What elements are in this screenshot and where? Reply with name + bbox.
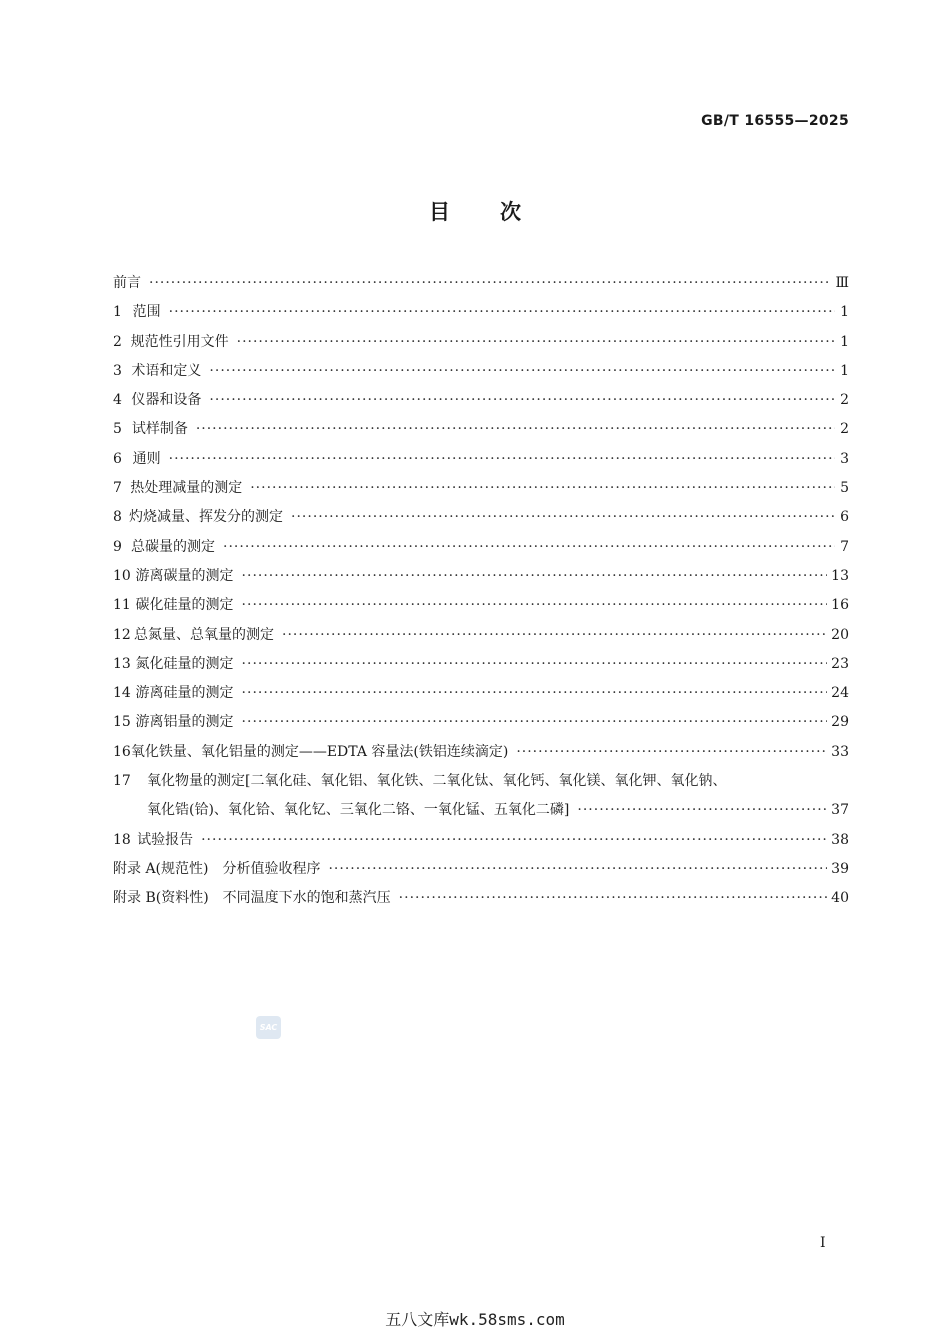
toc-entry-4[interactable] <box>113 386 849 415</box>
sac-watermark-icon: SAC <box>256 1016 281 1039</box>
toc-leader-dots <box>149 269 831 298</box>
toc-entry-title: 灼烧减量、挥发分的测定 <box>129 509 284 526</box>
toc-entry-number: 11 <box>113 597 131 614</box>
toc-entry-number: 2 <box>113 333 122 350</box>
toc-entry-title: 附录 B(资料性) 不同温度下水的饱和蒸汽压 <box>113 890 391 907</box>
toc-entry-title: 术语和定义 <box>131 362 202 379</box>
toc-entry-1[interactable] <box>113 298 849 327</box>
toc-leader-dots <box>201 826 827 855</box>
toc-leader-dots <box>196 415 835 444</box>
toc-entry-page: 6 <box>840 509 849 526</box>
toc-entry-page: 13 <box>831 567 849 584</box>
toc-entry-9[interactable] <box>113 533 849 562</box>
toc-entry-3[interactable] <box>113 357 849 386</box>
standard-code: GB/T 16555—2025 <box>701 113 849 129</box>
toc-entry-page: 1 <box>840 304 849 321</box>
toc-entry-number: 13 <box>113 655 131 672</box>
toc-entry-11[interactable] <box>113 591 849 620</box>
toc-entry-page: Ⅲ <box>835 275 849 291</box>
toc-entry-title: 氮化硅量的测定 <box>135 655 234 672</box>
toc-entry-title: 游离铝量的测定 <box>135 714 234 731</box>
toc-leader-dots <box>209 357 835 386</box>
toc-entry-title: 总碳量的测定 <box>131 538 216 555</box>
toc-leader-dots <box>209 386 835 415</box>
toc-entry-title: 热处理减量的测定 <box>130 480 243 497</box>
toc-leader-dots <box>399 884 828 913</box>
title-char-2: 次 <box>500 200 521 224</box>
toc-entry-17[interactable] <box>113 767 849 796</box>
toc-entry-number: 7 <box>113 480 122 497</box>
toc-leader-dots <box>328 855 827 884</box>
toc-entry-number: 3 <box>113 362 122 379</box>
toc-entry-14[interactable] <box>113 679 849 708</box>
toc-leader-dots <box>250 474 835 503</box>
toc-entry-title: 总氮量、总氧量的测定 <box>134 626 274 643</box>
toc-entry-page: 24 <box>831 685 849 702</box>
toc-entry-page: 37 <box>831 802 849 819</box>
toc-entry-title: 试验报告 <box>137 831 194 848</box>
toc-entry-number: 1 <box>113 304 122 321</box>
toc-entry-10[interactable] <box>113 562 849 591</box>
toc-entry-5[interactable] <box>113 415 849 444</box>
toc-entry-page: 39 <box>831 860 849 877</box>
toc-leader-dots <box>516 738 827 767</box>
toc-entry-6[interactable] <box>113 445 849 474</box>
toc-entry-page: 7 <box>840 538 849 555</box>
toc-entry-annex-a[interactable] <box>113 855 849 884</box>
footer-watermark: 五八文库wk.58sms.com <box>385 1310 565 1329</box>
toc-entry-page: 3 <box>840 450 849 467</box>
page-title <box>0 196 950 226</box>
toc-entry-annex-b[interactable] <box>113 884 849 913</box>
toc-entry-page: 20 <box>831 626 849 643</box>
toc-entry-title-continued: 氧化锆(铪)、氧化铪、氧化钇、三氧化二铬、一氧化锰、五氧化二磷] <box>147 802 570 819</box>
toc-entry-number: 8 <box>113 509 122 526</box>
toc-entry-number: 12 <box>113 626 131 643</box>
toc-leader-dots <box>291 503 835 532</box>
toc-entry-page: 23 <box>831 655 849 672</box>
toc-leader-dots <box>237 328 835 357</box>
toc-entry-page: 1 <box>840 333 849 350</box>
toc-entry-number: 6 <box>113 450 122 467</box>
toc-entry-page: 38 <box>831 831 849 848</box>
toc-leader-dots <box>242 650 828 679</box>
toc-entry-foreword[interactable] <box>113 269 849 298</box>
toc-entry-16[interactable] <box>113 738 849 767</box>
toc-entry-number: 9 <box>113 538 122 555</box>
toc-entry-page: 5 <box>840 480 849 497</box>
toc-entry-page: 29 <box>831 714 849 731</box>
toc-entry-15[interactable] <box>113 708 849 737</box>
toc-entry-title: 游离碳量的测定 <box>135 567 234 584</box>
toc-entry-title: 附录 A(规范性) 分析值验收程序 <box>113 860 321 877</box>
toc-entry-number: 4 <box>113 392 122 409</box>
toc-entry-12[interactable] <box>113 621 849 650</box>
toc-entry-page: 40 <box>831 890 849 907</box>
toc-leader-dots <box>223 533 835 562</box>
toc-entry-title: 氧化铁量、氧化铝量的测定——EDTA 容量法(铁铝连续滴定) <box>130 743 509 760</box>
toc-entry-page: 1 <box>840 362 849 379</box>
toc-entry-number: 10 <box>113 567 131 584</box>
toc-leader-dots <box>169 298 835 327</box>
toc-entry-title: 仪器和设备 <box>131 392 202 409</box>
title-char-1: 目 <box>429 200 450 224</box>
toc-leader-dots <box>242 591 828 620</box>
toc-entry-page: 16 <box>831 597 849 614</box>
toc-entry-number: 5 <box>113 421 122 438</box>
toc-entry-18[interactable] <box>113 826 849 855</box>
toc-leader-dots <box>242 679 828 708</box>
toc-entry-page: 2 <box>840 392 849 409</box>
toc-entry-title: 氧化物量的测定[二氧化硅、氧化铝、氧化铁、二氧化钛、氧化钙、氧化镁、氧化钾、氧化钠、 <box>147 773 727 790</box>
toc-leader-dots <box>242 562 828 591</box>
table-of-contents <box>113 269 849 914</box>
toc-leader-dots <box>242 708 828 737</box>
toc-entry-title: 通则 <box>132 450 161 467</box>
toc-entry-title: 范围 <box>132 304 161 321</box>
toc-leader-dots <box>169 445 835 474</box>
toc-entry-title: 前言 <box>113 275 141 291</box>
toc-entry-title: 试样制备 <box>131 421 188 438</box>
toc-entry-title: 游离硅量的测定 <box>135 685 234 702</box>
toc-entry-page: 33 <box>831 743 849 760</box>
toc-entry-title: 碳化硅量的测定 <box>135 597 234 614</box>
toc-entry-number: 18 <box>113 831 131 848</box>
toc-entry-number: 17 <box>113 773 131 790</box>
toc-entry-title: 规范性引用文件 <box>130 333 229 350</box>
toc-entry-8[interactable] <box>113 503 849 532</box>
page-number: I <box>820 1235 826 1251</box>
toc-entry-number: 14 <box>113 685 131 702</box>
toc-entry-7[interactable] <box>113 474 849 503</box>
toc-entry-17-continued[interactable] <box>113 796 849 825</box>
toc-leader-dots <box>282 621 827 650</box>
toc-entry-2[interactable] <box>113 328 849 357</box>
toc-entry-number: 15 <box>113 714 131 731</box>
toc-entry-13[interactable] <box>113 650 849 679</box>
toc-entry-number: 16 <box>113 743 131 760</box>
toc-leader-dots <box>577 796 827 825</box>
toc-entry-page: 2 <box>840 421 849 438</box>
